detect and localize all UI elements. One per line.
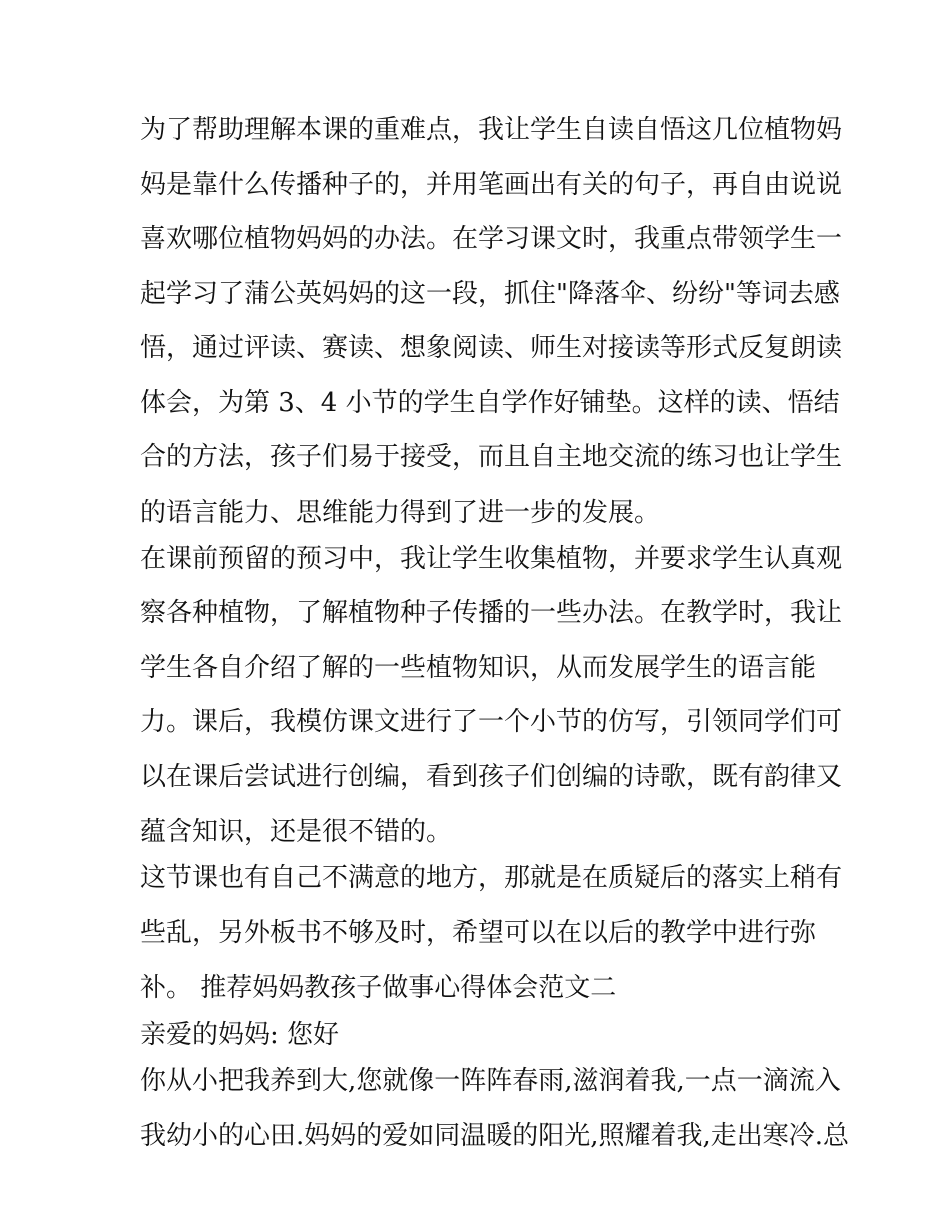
text-line: 妈是靠什么传播种子的，并用笔画出有关的句子，再自由说说 <box>140 169 843 200</box>
text-line: 悟，通过评读、赛读、想象阅读、师生对接读等形式反复朗读 <box>140 333 843 363</box>
document-body <box>140 108 850 1168</box>
text-line: 补。 推荐妈妈教孩子做事心得体会范文二 <box>140 973 617 1003</box>
text-line: 我幼小的心田.妈妈的爱如同温暖的阳光,照耀着我,走出寒冷.总 <box>140 1120 850 1151</box>
text-line: 亲爱的妈妈: 您好 <box>140 1020 340 1050</box>
text-line: 这节课也有自己不满意的地方，那就是在质疑后的落实上稍有 <box>140 863 843 893</box>
text-line: 以在课后尝试进行创编，看到孩子们创编的诗歌，既有韵律又 <box>140 761 843 792</box>
text-line: 合的方法，孩子们易于接受，而且自主地交流的练习也让学生 <box>140 442 843 472</box>
text-line: 些乱，另外板书不够及时，希望可以在以后的教学中进行弥 <box>140 917 817 948</box>
text-line: 体会，为第 3、4 小节的学生自学作好铺垫。这样的读、悟结 <box>140 387 840 418</box>
text-line: 力。课后，我模仿课文进行了一个小节的仿写，引领同学们可 <box>140 707 843 737</box>
text-line: 蕴含知识，还是很不错的。 <box>140 817 453 847</box>
text-line: 的语言能力、思维能力得到了进一步的发展。 <box>140 497 661 528</box>
text-line: 为了帮助理解本课的重难点，我让学生自读自悟这几位植物妈 <box>140 115 843 145</box>
text-line: 在课前预留的预习中，我让学生收集植物，并要求学生认真观 <box>140 543 843 574</box>
text-line: 学生各自介绍了解的一些植物知识，从而发展学生的语言能 <box>140 652 817 683</box>
text-line: 察各种植物，了解植物种子传播的一些办法。在教学时，我让 <box>140 598 843 628</box>
text-line: 起学习了蒲公英妈妈的这一段，抓住"降落伞、纷纷"等词去感 <box>140 278 840 309</box>
text-line: 你从小把我养到大,您就像一阵阵春雨,滋润着我,一点一滴流入 <box>140 1066 841 1096</box>
text-line: 喜欢哪位植物妈妈的办法。在学习课文时，我重点带领学生一 <box>140 224 843 254</box>
